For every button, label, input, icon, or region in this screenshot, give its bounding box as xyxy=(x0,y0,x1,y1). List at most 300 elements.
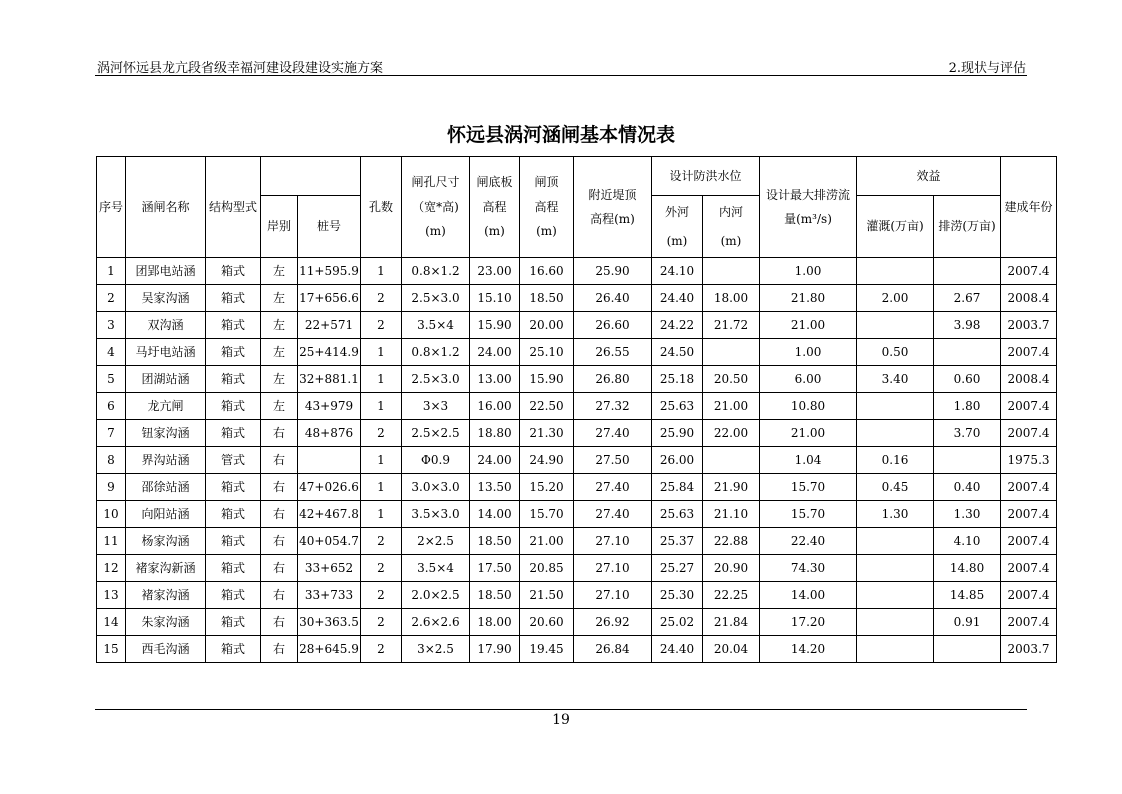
cell-station xyxy=(298,447,361,474)
cell-holes: 2 xyxy=(361,582,402,609)
cell-bank: 左 xyxy=(261,258,298,285)
cell-station: 22+571 xyxy=(298,312,361,339)
cell-holes: 2 xyxy=(361,420,402,447)
cell-drain: 21.80 xyxy=(760,285,857,312)
cell-seq: 15 xyxy=(97,636,126,663)
cell-station: 43+979 xyxy=(298,393,361,420)
cell-outer: 25.27 xyxy=(652,555,703,582)
table-header xyxy=(97,157,1057,258)
cell-station: 33+652 xyxy=(298,555,361,582)
cell-dike: 27.40 xyxy=(574,501,652,528)
cell-seq: 9 xyxy=(97,474,126,501)
cell-top: 20.60 xyxy=(520,609,574,636)
cell-name: 褚家沟涵 xyxy=(126,582,206,609)
cell-dike: 26.40 xyxy=(574,285,652,312)
cell-top: 18.50 xyxy=(520,285,574,312)
cell-year: 2007.4 xyxy=(1001,474,1057,501)
running-header-section: 2.现状与评估 xyxy=(948,61,1026,76)
cell-top: 20.00 xyxy=(520,312,574,339)
cell-floor: 18.80 xyxy=(470,420,520,447)
cell-drain: 15.70 xyxy=(760,474,857,501)
cell-inner: 20.50 xyxy=(703,366,760,393)
cell-drain: 74.30 xyxy=(760,555,857,582)
cell-holes: 2 xyxy=(361,555,402,582)
table-row xyxy=(97,474,1057,501)
cell-holes: 1 xyxy=(361,474,402,501)
cell-inner: 22.25 xyxy=(703,582,760,609)
cell-irrigation: 1.30 xyxy=(857,501,934,528)
cell-size: 2.5×3.0 xyxy=(402,366,470,393)
cell-seq: 8 xyxy=(97,447,126,474)
header-size-line2: （宽*高) xyxy=(412,199,459,214)
cell-bank: 左 xyxy=(261,285,298,312)
cell-drain: 10.80 xyxy=(760,393,857,420)
cell-bank: 右 xyxy=(261,582,298,609)
header-station: 桩号 xyxy=(298,196,361,258)
cell-size: 3×2.5 xyxy=(402,636,470,663)
cell-floor: 17.90 xyxy=(470,636,520,663)
cell-top: 21.00 xyxy=(520,528,574,555)
cell-floor: 18.00 xyxy=(470,609,520,636)
cell-station: 48+876 xyxy=(298,420,361,447)
cell-outer: 25.63 xyxy=(652,393,703,420)
table-row xyxy=(97,258,1057,285)
cell-top: 15.70 xyxy=(520,501,574,528)
cell-holes: 1 xyxy=(361,339,402,366)
cell-holes: 2 xyxy=(361,609,402,636)
table-row xyxy=(97,339,1057,366)
header-floor-line2: 高程 xyxy=(482,199,507,214)
cell-station: 17+656.6 xyxy=(298,285,361,312)
cell-floor: 15.90 xyxy=(470,312,520,339)
cell-name: 褚家沟新涵 xyxy=(126,555,206,582)
cell-bank: 右 xyxy=(261,636,298,663)
cell-dike: 27.10 xyxy=(574,528,652,555)
cell-seq: 10 xyxy=(97,501,126,528)
cell-size: 3.5×4 xyxy=(402,555,470,582)
cell-structure: 管式 xyxy=(206,447,261,474)
cell-top: 21.50 xyxy=(520,582,574,609)
cell-top: 22.50 xyxy=(520,393,574,420)
cell-station: 11+595.9 xyxy=(298,258,361,285)
cell-bank: 右 xyxy=(261,528,298,555)
footer-rule xyxy=(95,709,1027,710)
cell-drainage: 0.91 xyxy=(934,609,1001,636)
cell-station: 30+363.5 xyxy=(298,609,361,636)
cell-station: 40+054.7 xyxy=(298,528,361,555)
cell-dike: 25.90 xyxy=(574,258,652,285)
cell-top: 15.90 xyxy=(520,366,574,393)
cell-year: 2007.4 xyxy=(1001,555,1057,582)
cell-holes: 1 xyxy=(361,366,402,393)
cell-year: 2008.4 xyxy=(1001,366,1057,393)
cell-holes: 2 xyxy=(361,528,402,555)
table-row xyxy=(97,393,1057,420)
cell-station: 32+881.1 xyxy=(298,366,361,393)
cell-floor: 24.00 xyxy=(470,339,520,366)
cell-holes: 2 xyxy=(361,636,402,663)
cell-drainage xyxy=(934,447,1001,474)
cell-irrigation: 2.00 xyxy=(857,285,934,312)
table-row xyxy=(97,420,1057,447)
cell-outer: 25.63 xyxy=(652,501,703,528)
cell-top: 25.10 xyxy=(520,339,574,366)
cell-dike: 27.50 xyxy=(574,447,652,474)
cell-name: 朱家沟涵 xyxy=(126,609,206,636)
cell-floor: 13.50 xyxy=(470,474,520,501)
cell-drainage xyxy=(934,339,1001,366)
cell-irrigation: 0.50 xyxy=(857,339,934,366)
cell-bank: 左 xyxy=(261,339,298,366)
header-dike-line1: 附近堤顶 xyxy=(588,187,637,202)
cell-drain: 1.00 xyxy=(760,339,857,366)
cell-year: 2007.4 xyxy=(1001,609,1057,636)
cell-name: 邵徐站涵 xyxy=(126,474,206,501)
cell-drainage: 1.30 xyxy=(934,501,1001,528)
cell-year: 2007.4 xyxy=(1001,582,1057,609)
cell-bank: 右 xyxy=(261,474,298,501)
cell-inner xyxy=(703,339,760,366)
cell-seq: 2 xyxy=(97,285,126,312)
cell-inner xyxy=(703,447,760,474)
cell-drainage: 14.80 xyxy=(934,555,1001,582)
cell-station: 42+467.8 xyxy=(298,501,361,528)
cell-bank: 右 xyxy=(261,447,298,474)
cell-structure: 箱式 xyxy=(206,393,261,420)
cell-drain: 1.04 xyxy=(760,447,857,474)
cell-dike: 27.10 xyxy=(574,555,652,582)
cell-inner xyxy=(703,258,760,285)
header-size-line3: (m) xyxy=(425,224,446,239)
header-top-line1: 闸顶 xyxy=(534,175,559,190)
cell-irrigation xyxy=(857,420,934,447)
cell-drainage: 2.67 xyxy=(934,285,1001,312)
cell-drain: 15.70 xyxy=(760,501,857,528)
table-row xyxy=(97,447,1057,474)
table-row xyxy=(97,366,1057,393)
cell-drain: 22.40 xyxy=(760,528,857,555)
cell-seq: 14 xyxy=(97,609,126,636)
cell-dike: 27.40 xyxy=(574,420,652,447)
cell-drain: 21.00 xyxy=(760,420,857,447)
table-row xyxy=(97,609,1057,636)
cell-name: 吴家沟涵 xyxy=(126,285,206,312)
header-size-line1: 闸孔尺寸 xyxy=(411,175,460,190)
cell-name: 双沟涵 xyxy=(126,312,206,339)
cell-floor: 23.00 xyxy=(470,258,520,285)
cell-inner: 21.90 xyxy=(703,474,760,501)
header-inner-line1: 内河 xyxy=(719,205,744,220)
header-floor-line3: (m) xyxy=(484,224,505,239)
cell-outer: 24.10 xyxy=(652,258,703,285)
cell-drain: 1.00 xyxy=(760,258,857,285)
cell-dike: 27.10 xyxy=(574,582,652,609)
cell-year: 2007.4 xyxy=(1001,393,1057,420)
table-row xyxy=(97,285,1057,312)
header-floor xyxy=(470,157,520,258)
cell-drainage: 3.98 xyxy=(934,312,1001,339)
cell-size: 0.8×1.2 xyxy=(402,258,470,285)
cell-structure: 箱式 xyxy=(206,609,261,636)
header-outer-line1: 外河 xyxy=(664,205,689,220)
header-benefit: 效益 xyxy=(857,157,1001,196)
header-seq: 序号 xyxy=(97,157,126,258)
header-inner xyxy=(703,196,760,258)
cell-seq: 5 xyxy=(97,366,126,393)
cell-top: 15.20 xyxy=(520,474,574,501)
cell-bank: 左 xyxy=(261,393,298,420)
cell-irrigation xyxy=(857,528,934,555)
cell-bank: 右 xyxy=(261,420,298,447)
cell-year: 2003.7 xyxy=(1001,636,1057,663)
cell-bank: 右 xyxy=(261,501,298,528)
cell-structure: 箱式 xyxy=(206,285,261,312)
cell-structure: 箱式 xyxy=(206,258,261,285)
header-location-group xyxy=(261,157,361,196)
cell-size: 2.5×3.0 xyxy=(402,285,470,312)
cell-size: 3.0×3.0 xyxy=(402,474,470,501)
header-drain-line2: 量(m³/s) xyxy=(784,212,832,226)
cell-floor: 24.00 xyxy=(470,447,520,474)
cell-drainage: 0.60 xyxy=(934,366,1001,393)
cell-drainage: 1.80 xyxy=(934,393,1001,420)
header-top xyxy=(520,157,574,258)
header-dike xyxy=(574,157,652,258)
cell-drainage xyxy=(934,258,1001,285)
cell-year: 2007.4 xyxy=(1001,420,1057,447)
cell-size: 0.8×1.2 xyxy=(402,339,470,366)
cell-irrigation: 0.16 xyxy=(857,447,934,474)
header-top-line3: (m) xyxy=(536,224,557,239)
cell-holes: 1 xyxy=(361,447,402,474)
cell-outer: 24.40 xyxy=(652,285,703,312)
cell-top: 24.90 xyxy=(520,447,574,474)
cell-inner: 22.00 xyxy=(703,420,760,447)
cell-name: 西毛沟涵 xyxy=(126,636,206,663)
cell-inner: 21.10 xyxy=(703,501,760,528)
cell-drainage xyxy=(934,636,1001,663)
cell-top: 21.30 xyxy=(520,420,574,447)
header-floor-line1: 闸底板 xyxy=(476,175,513,190)
header-drainage: 排涝(万亩) xyxy=(934,196,1001,258)
cell-structure: 箱式 xyxy=(206,312,261,339)
cell-drain: 6.00 xyxy=(760,366,857,393)
cell-inner: 21.00 xyxy=(703,393,760,420)
cell-seq: 4 xyxy=(97,339,126,366)
header-rule xyxy=(95,75,1027,76)
cell-inner: 20.90 xyxy=(703,555,760,582)
cell-dike: 27.40 xyxy=(574,474,652,501)
cell-structure: 箱式 xyxy=(206,501,261,528)
table-row xyxy=(97,636,1057,663)
cell-size: 3.5×4 xyxy=(402,312,470,339)
cell-inner: 22.88 xyxy=(703,528,760,555)
cell-drain: 14.00 xyxy=(760,582,857,609)
cell-seq: 7 xyxy=(97,420,126,447)
table-row xyxy=(97,555,1057,582)
cell-holes: 1 xyxy=(361,393,402,420)
cell-irrigation xyxy=(857,258,934,285)
cell-drainage: 4.10 xyxy=(934,528,1001,555)
cell-drainage: 14.85 xyxy=(934,582,1001,609)
cell-dike: 26.55 xyxy=(574,339,652,366)
cell-outer: 24.40 xyxy=(652,636,703,663)
cell-seq: 13 xyxy=(97,582,126,609)
cell-structure: 箱式 xyxy=(206,582,261,609)
page-number: 19 xyxy=(552,712,570,728)
cell-top: 20.85 xyxy=(520,555,574,582)
header-size xyxy=(402,157,470,258)
cell-outer: 25.30 xyxy=(652,582,703,609)
cell-inner: 21.84 xyxy=(703,609,760,636)
header-flood-level: 设计防洪水位 xyxy=(652,157,760,196)
header-drain-line1: 设计最大排涝流 xyxy=(766,187,851,202)
cell-dike: 26.84 xyxy=(574,636,652,663)
cell-bank: 右 xyxy=(261,609,298,636)
cell-name: 马圩电站涵 xyxy=(126,339,206,366)
cell-inner: 21.72 xyxy=(703,312,760,339)
cell-drainage: 0.40 xyxy=(934,474,1001,501)
table-title: 怀远县涡河涵闸基本情况表 xyxy=(446,124,675,146)
cell-outer: 26.00 xyxy=(652,447,703,474)
cell-floor: 18.50 xyxy=(470,582,520,609)
cell-dike: 26.92 xyxy=(574,609,652,636)
header-top-line2: 高程 xyxy=(534,199,559,214)
header-dike-line2: 高程(m) xyxy=(590,212,635,226)
cell-outer: 25.90 xyxy=(652,420,703,447)
cell-size: 2.5×2.5 xyxy=(402,420,470,447)
cell-structure: 箱式 xyxy=(206,474,261,501)
table-body xyxy=(97,258,1057,663)
cell-bank: 左 xyxy=(261,366,298,393)
cell-irrigation xyxy=(857,393,934,420)
cell-year: 2007.4 xyxy=(1001,339,1057,366)
cell-dike: 26.80 xyxy=(574,366,652,393)
cell-holes: 1 xyxy=(361,258,402,285)
cell-station: 28+645.9 xyxy=(298,636,361,663)
cell-year: 2007.4 xyxy=(1001,258,1057,285)
cell-size: Φ0.9 xyxy=(402,447,470,474)
cell-bank: 右 xyxy=(261,555,298,582)
cell-floor: 18.50 xyxy=(470,528,520,555)
cell-irrigation xyxy=(857,636,934,663)
cell-name: 界沟站涵 xyxy=(126,447,206,474)
header-irrigation: 灌溉(万亩) xyxy=(857,196,934,258)
table-row xyxy=(97,582,1057,609)
cell-seq: 6 xyxy=(97,393,126,420)
cell-top: 19.45 xyxy=(520,636,574,663)
cell-outer: 25.37 xyxy=(652,528,703,555)
cell-year: 2008.4 xyxy=(1001,285,1057,312)
cell-year: 2007.4 xyxy=(1001,501,1057,528)
cell-year: 2003.7 xyxy=(1001,312,1057,339)
table-row xyxy=(97,312,1057,339)
cell-floor: 17.50 xyxy=(470,555,520,582)
cell-structure: 箱式 xyxy=(206,528,261,555)
cell-structure: 箱式 xyxy=(206,366,261,393)
cell-seq: 12 xyxy=(97,555,126,582)
cell-outer: 25.84 xyxy=(652,474,703,501)
cell-structure: 箱式 xyxy=(206,555,261,582)
cell-outer: 24.22 xyxy=(652,312,703,339)
cell-outer: 25.02 xyxy=(652,609,703,636)
cell-top: 16.60 xyxy=(520,258,574,285)
cell-seq: 1 xyxy=(97,258,126,285)
running-header-title: 涡河怀远县龙亢段省级幸福河建设段建设实施方案 xyxy=(97,61,384,76)
cell-station: 33+733 xyxy=(298,582,361,609)
cell-outer: 24.50 xyxy=(652,339,703,366)
table-row xyxy=(97,528,1057,555)
header-year: 建成年份 xyxy=(1001,157,1057,258)
cell-irrigation xyxy=(857,555,934,582)
header-inner-line2: (m) xyxy=(720,233,742,248)
cell-year: 2007.4 xyxy=(1001,528,1057,555)
cell-seq: 11 xyxy=(97,528,126,555)
header-holes: 孔数 xyxy=(361,157,402,258)
cell-drain: 14.20 xyxy=(760,636,857,663)
table-row xyxy=(97,501,1057,528)
cell-floor: 13.00 xyxy=(470,366,520,393)
cell-seq: 3 xyxy=(97,312,126,339)
cell-dike: 26.60 xyxy=(574,312,652,339)
cell-structure: 箱式 xyxy=(206,420,261,447)
cell-size: 2×2.5 xyxy=(402,528,470,555)
sluice-info-table xyxy=(96,156,1057,663)
cell-irrigation: 3.40 xyxy=(857,366,934,393)
cell-name: 团湖站涵 xyxy=(126,366,206,393)
cell-outer: 25.18 xyxy=(652,366,703,393)
cell-name: 龙亢闸 xyxy=(126,393,206,420)
cell-irrigation: 0.45 xyxy=(857,474,934,501)
cell-station: 47+026.6 xyxy=(298,474,361,501)
cell-irrigation xyxy=(857,609,934,636)
cell-irrigation xyxy=(857,312,934,339)
cell-name: 钮家沟涵 xyxy=(126,420,206,447)
header-drain-flow xyxy=(760,157,857,258)
cell-structure: 箱式 xyxy=(206,339,261,366)
cell-size: 3.5×3.0 xyxy=(402,501,470,528)
cell-year: 1975.3 xyxy=(1001,447,1057,474)
cell-drainage: 3.70 xyxy=(934,420,1001,447)
cell-holes: 2 xyxy=(361,285,402,312)
header-bank: 岸别 xyxy=(261,196,298,258)
cell-floor: 16.00 xyxy=(470,393,520,420)
cell-holes: 2 xyxy=(361,312,402,339)
header-structure: 结构型式 xyxy=(206,157,261,258)
cell-size: 2.6×2.6 xyxy=(402,609,470,636)
header-outer xyxy=(652,196,703,258)
cell-irrigation xyxy=(857,582,934,609)
cell-station: 25+414.9 xyxy=(298,339,361,366)
cell-bank: 左 xyxy=(261,312,298,339)
cell-structure: 箱式 xyxy=(206,636,261,663)
cell-size: 3×3 xyxy=(402,393,470,420)
cell-floor: 15.10 xyxy=(470,285,520,312)
cell-dike: 27.32 xyxy=(574,393,652,420)
cell-size: 2.0×2.5 xyxy=(402,582,470,609)
header-outer-line2: (m) xyxy=(666,233,688,248)
cell-drain: 21.00 xyxy=(760,312,857,339)
cell-drain: 17.20 xyxy=(760,609,857,636)
cell-inner: 20.04 xyxy=(703,636,760,663)
cell-inner: 18.00 xyxy=(703,285,760,312)
cell-floor: 14.00 xyxy=(470,501,520,528)
cell-name: 杨家沟涵 xyxy=(126,528,206,555)
cell-name: 团郢电站涵 xyxy=(126,258,206,285)
cell-name: 向阳站涵 xyxy=(126,501,206,528)
cell-holes: 1 xyxy=(361,501,402,528)
header-name: 涵闸名称 xyxy=(126,157,206,258)
